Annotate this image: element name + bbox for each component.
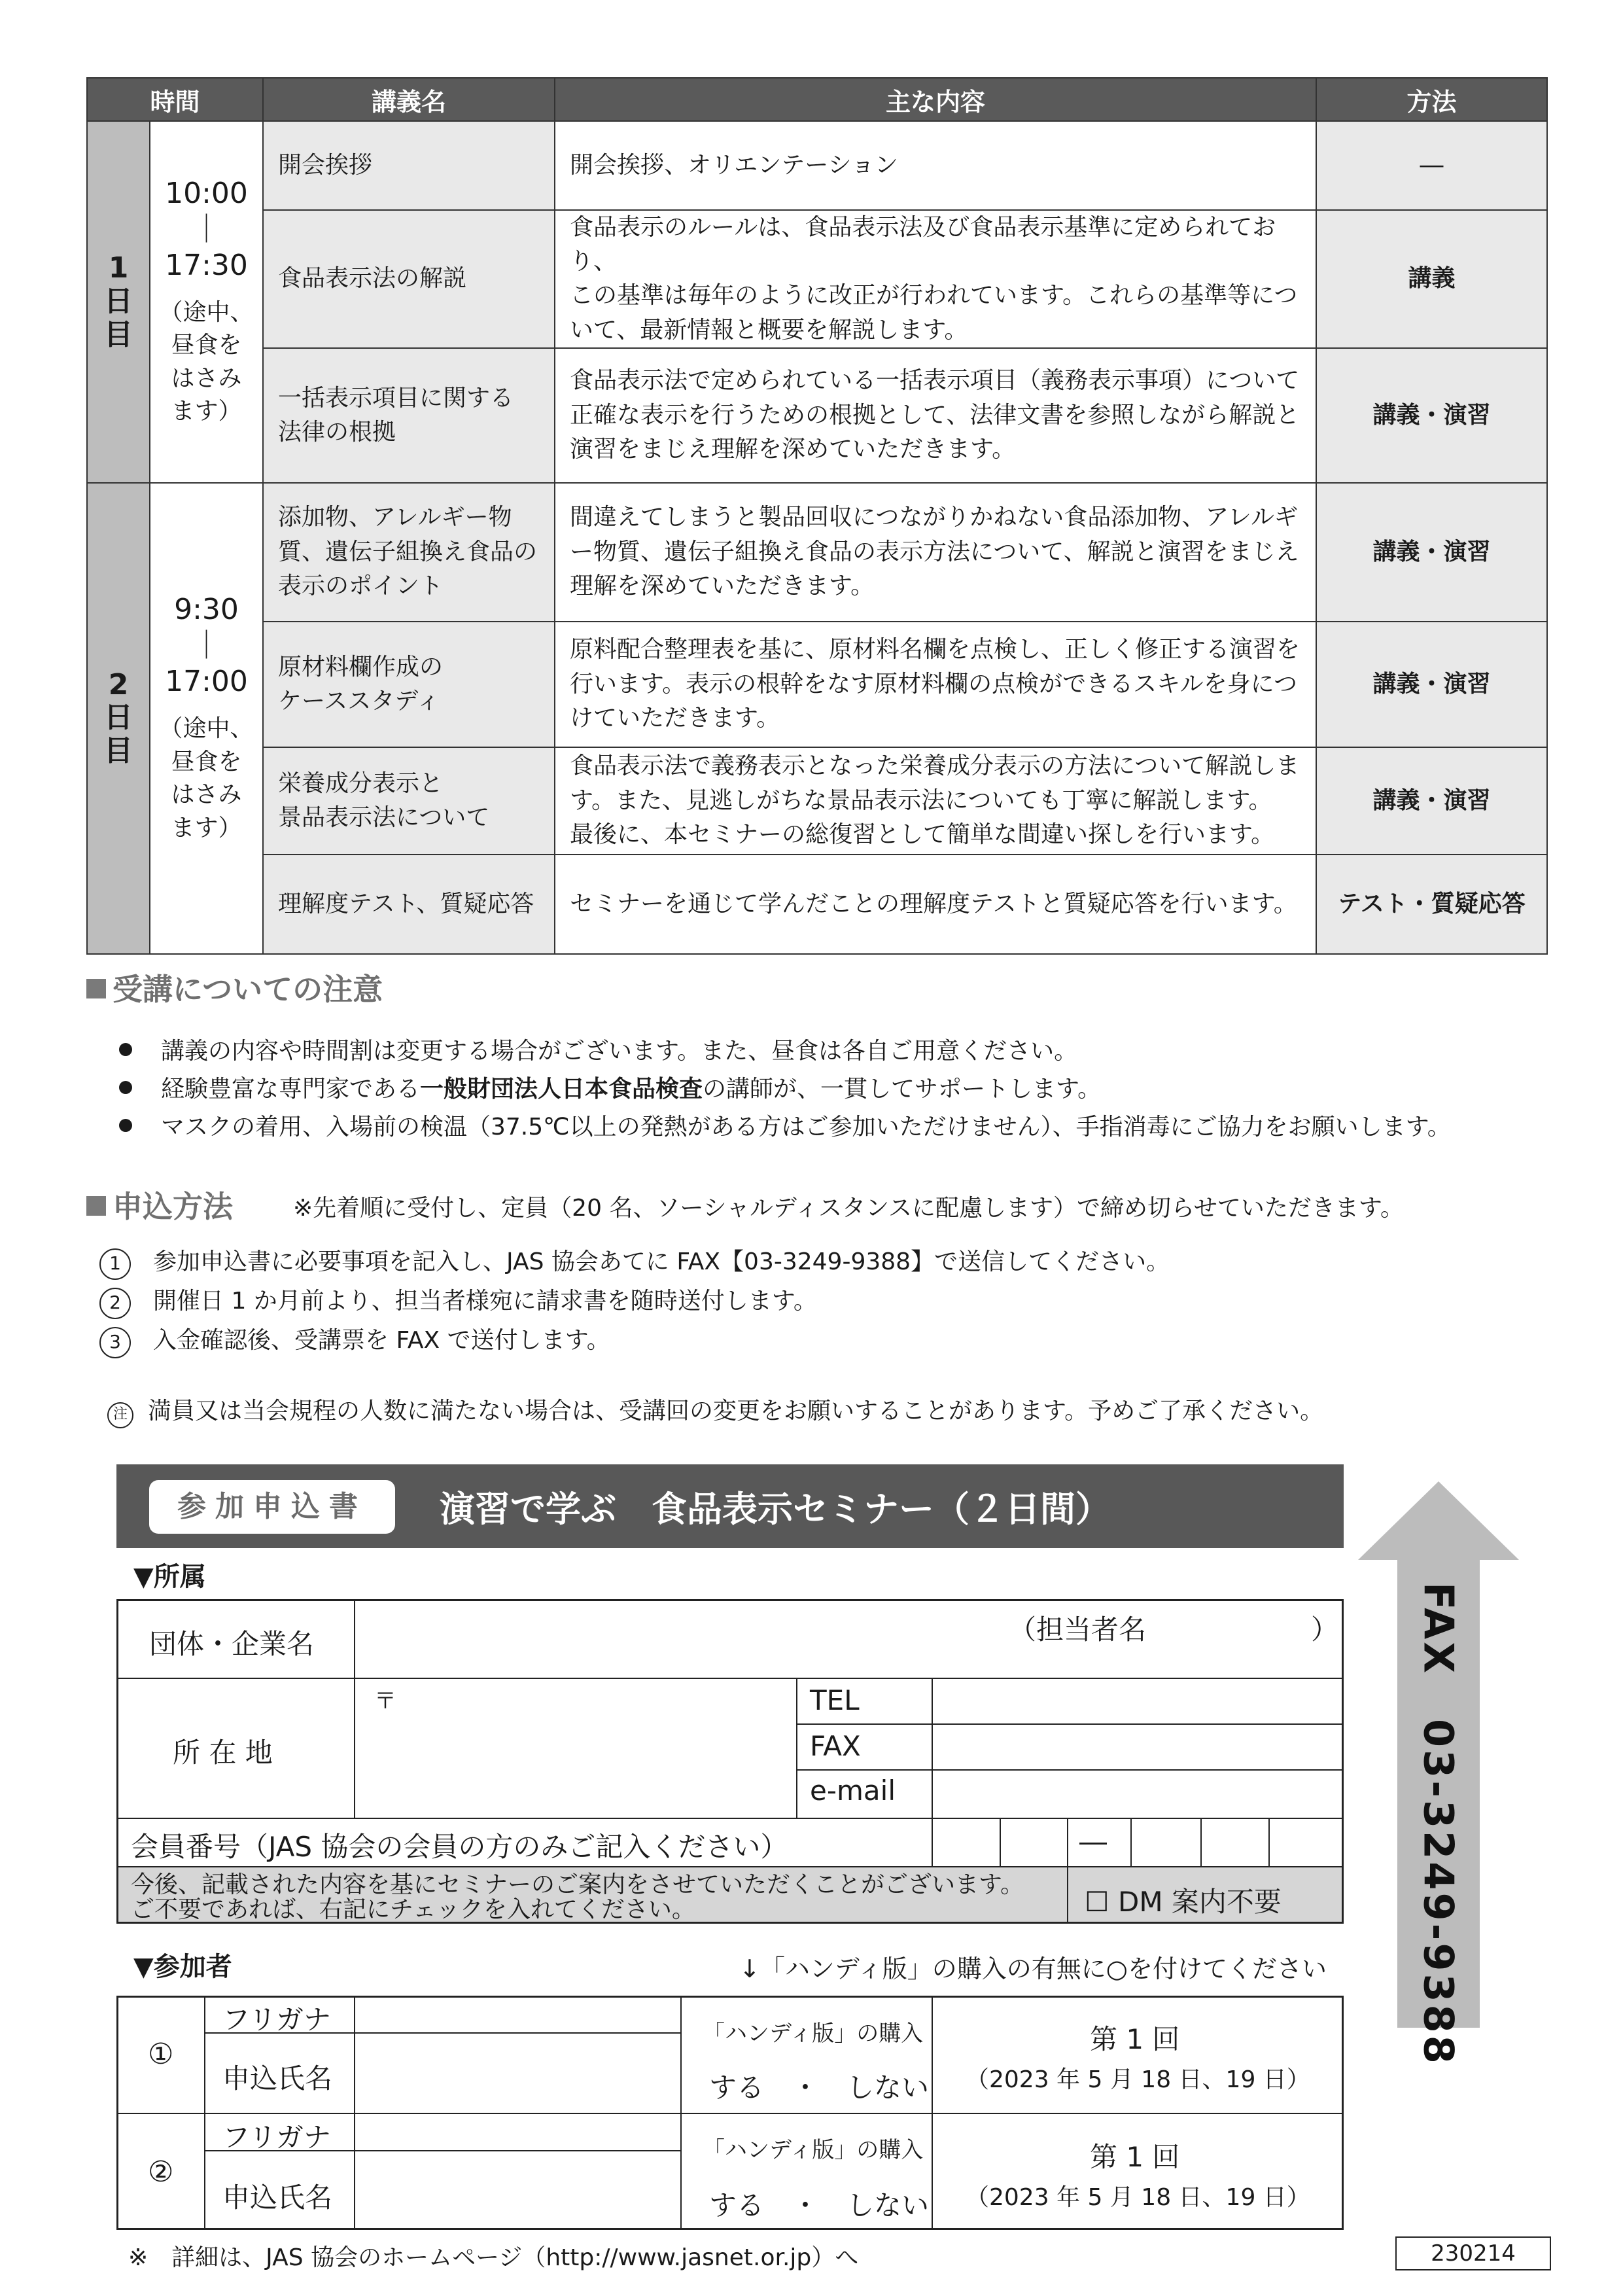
list-item: 講義の内容や時間割は変更する場合がございます。また、昼食は各自ご用意ください。: [119, 1033, 1077, 1066]
name-label: 申込氏名: [222, 2062, 333, 2094]
day2-time: 9:30 ｜ 17:00 （途中、 昼食を はさみ ます）: [150, 483, 263, 954]
fax-label: FAX: [810, 1730, 861, 1762]
lecture-name: 開会挨拶: [263, 121, 555, 210]
table-row: [87, 483, 1547, 622]
address-label: 所 在 地: [173, 1737, 273, 1769]
lecture-method: ―: [1316, 121, 1547, 210]
participant-number: ①: [148, 2038, 174, 2071]
day2-label: 2 日 目: [87, 483, 150, 954]
warning-note: 注 満員又は当会規程の人数に満たない場合は、受講回の変更をお願いすることがあります。予めご了承ください。: [107, 1392, 1323, 1428]
square-bullet-icon: [86, 1196, 106, 1216]
handy-choice[interactable]: する ・ しない: [709, 2189, 930, 2221]
list-item: 1 参加申込書に必要事項を記入し、JAS 協会あてに FAX【03-3249-9388】で送信してください。: [99, 1243, 1170, 1280]
header-method: 方法: [1316, 78, 1547, 121]
email-label: e-mail: [810, 1775, 896, 1807]
handy-label: 「ハンディ版」の購入: [703, 2021, 924, 2047]
participant-number: ②: [148, 2155, 174, 2189]
session-date: （2023 年 5 月 18 日、19 日）: [966, 2066, 1310, 2093]
bullet-icon: [119, 1081, 132, 1094]
circled-number-icon: 1: [99, 1248, 131, 1280]
lecture-content: 食品表示法で定められている一括表示項目（義務表示事項）について 正確な表示を行うための根拠として、法律文書を参照しながら解説と 演習をまじえ理解を深めていただきます。: [555, 348, 1316, 483]
participants-heading: ▼参加者: [133, 1952, 232, 1982]
table-row: [87, 210, 1547, 348]
form-title: 演習で学ぶ 食品表示セミナー（２日間）: [440, 1489, 1111, 1530]
day1-label: 1 日 目: [87, 121, 150, 483]
lecture-name: 食品表示法の解説: [263, 210, 555, 348]
lecture-method: 講義・演習: [1316, 348, 1547, 483]
postal-mark: 〒: [374, 1688, 396, 1714]
square-bullet-icon: [86, 979, 106, 998]
form-tag: 参加申込書: [149, 1480, 395, 1534]
apply-note: ※先着順に受付し、定員（20 名、ソーシャルディスタンスに配慮します）で締め切らせていただきます。: [293, 1195, 1405, 1222]
circled-number-icon: 3: [99, 1327, 131, 1358]
header-content: 主な内容: [555, 78, 1316, 121]
session-label: 第 1 回: [1090, 2141, 1180, 2173]
member-dash: ―: [1079, 1826, 1107, 1858]
lecture-method: 講義・演習: [1316, 747, 1547, 855]
lecture-content: 食品表示法で義務表示となった栄養成分表示の方法について解説しま す。また、見逃しがちな景品表示法についても丁寧に解説します。 最後に、本セミナーの総復習として簡単な間違い探しを行います。: [555, 747, 1316, 855]
org-label: 団体・企業名: [149, 1628, 315, 1660]
table-row: [87, 121, 1547, 210]
table-row: [87, 855, 1547, 954]
table-row: [87, 747, 1547, 855]
tel-label: TEL: [810, 1684, 860, 1716]
list-item: 2 開催日 1 か月前より、担当者様宛に請求書を随時送付します。: [99, 1282, 817, 1319]
bullet-icon: [119, 1119, 132, 1132]
list-item: 3 入金確認後、受講票を FAX で送付します。: [99, 1322, 610, 1358]
footer-note: ※ 詳細は、JAS 協会のホームページ（http://www.jasnet.or.jp）へ: [128, 2244, 859, 2271]
table-row: [87, 348, 1547, 483]
schedule-header-row: [87, 78, 1547, 121]
handy-choice[interactable]: する ・ しない: [709, 2072, 930, 2104]
lecture-name: 理解度テスト、質疑応答: [263, 855, 555, 954]
contact-label: （担当者名: [1009, 1614, 1147, 1646]
handy-label: 「ハンディ版」の購入: [703, 2137, 924, 2163]
lecture-method: 講義・演習: [1316, 622, 1547, 747]
lecture-name: 栄養成分表示と 景品表示法について: [263, 747, 555, 855]
lecture-method: テスト・質疑応答: [1316, 855, 1547, 954]
affiliation-heading: ▼所属: [133, 1562, 206, 1592]
lecture-content: 開会挨拶、オリエンテーション: [555, 121, 1316, 210]
circled-number-icon: 2: [99, 1288, 131, 1319]
apply-title: 申込方法: [86, 1183, 233, 1226]
session-date: （2023 年 5 月 18 日、19 日）: [966, 2184, 1310, 2211]
lecture-name: 原材料欄作成の ケーススタディ: [263, 622, 555, 747]
furigana-label: フリガナ: [222, 2004, 331, 2036]
schedule-table: [86, 77, 1548, 955]
circled-note-icon: 注: [107, 1402, 133, 1428]
form-header: [116, 1464, 1344, 1548]
member-label: 会員番号（JAS 協会の会員の方のみご記入ください）: [131, 1831, 788, 1863]
furigana-label: フリガナ: [222, 2121, 331, 2153]
contact-close: ）: [1311, 1614, 1339, 1646]
list-item: マスクの着用、入場前の検温（37.5℃以上の発熱がある方はご参加いただけません）、手指消毒にご協力をお願いします。: [119, 1108, 1451, 1142]
lecture-content: セミナーを通じて学んだことの理解度テストと質疑応答を行います。: [555, 855, 1316, 954]
dm-note: 今後、記載された内容を基にセミナーのご案内をさせていただくことがございます。 ご不要であれば、右記にチェックを入れてください。: [131, 1871, 1024, 1923]
list-item: 経験豊富な専門家である一般財団法人日本食品検査の講師が、一貫してサポートします。: [119, 1070, 1101, 1104]
lecture-content: 間違えてしまうと製品回収につながりかねない食品添加物、アレルギ ー物質、遺伝子組換え食品の表示方法について、解説と演習をまじえ 理解を深めていただきます。: [555, 483, 1316, 622]
document-code: 230214: [1395, 2236, 1551, 2270]
lecture-content: 食品表示のルールは、食品表示法及び食品表示基準に定められており、 この基準は毎年のように改正が行われています。これらの基準等につ いて、最新情報と概要を解説します。: [555, 210, 1316, 348]
lecture-name: 一括表示項目に関する 法律の根拠: [263, 348, 555, 483]
lecture-method: 講義・演習: [1316, 483, 1547, 622]
lecture-name: 添加物、アレルギー物 質、遺伝子組換え食品の 表示のポイント: [263, 483, 555, 622]
header-lecture: 講義名: [263, 78, 555, 121]
participants-hint: ↓「ハンディ版」の購入の有無に○を付けてください: [739, 1954, 1327, 1983]
bullet-icon: [119, 1043, 132, 1056]
dm-checkbox[interactable]: ☐ DM 案内不要: [1085, 1886, 1282, 1918]
name-label: 申込氏名: [222, 2181, 333, 2214]
lecture-content: 原料配合整理表を基に、原材料名欄を点検し、正しく修正する演習を 行います。表示の根幹をなす原材料欄の点検ができるスキルを身につ けていただきます。: [555, 622, 1316, 747]
session-label: 第 1 回: [1090, 2023, 1180, 2055]
table-row: [87, 622, 1547, 747]
day1-time: 10:00 ｜ 17:30 （途中、 昼食を はさみ ます）: [150, 121, 263, 483]
header-time: 時間: [87, 78, 263, 121]
fax-number-vertical: FAX 03-3249-9388: [1414, 1582, 1463, 2066]
notes-title: 受講についての注意: [86, 966, 383, 1009]
lecture-method: 講義: [1316, 210, 1547, 348]
